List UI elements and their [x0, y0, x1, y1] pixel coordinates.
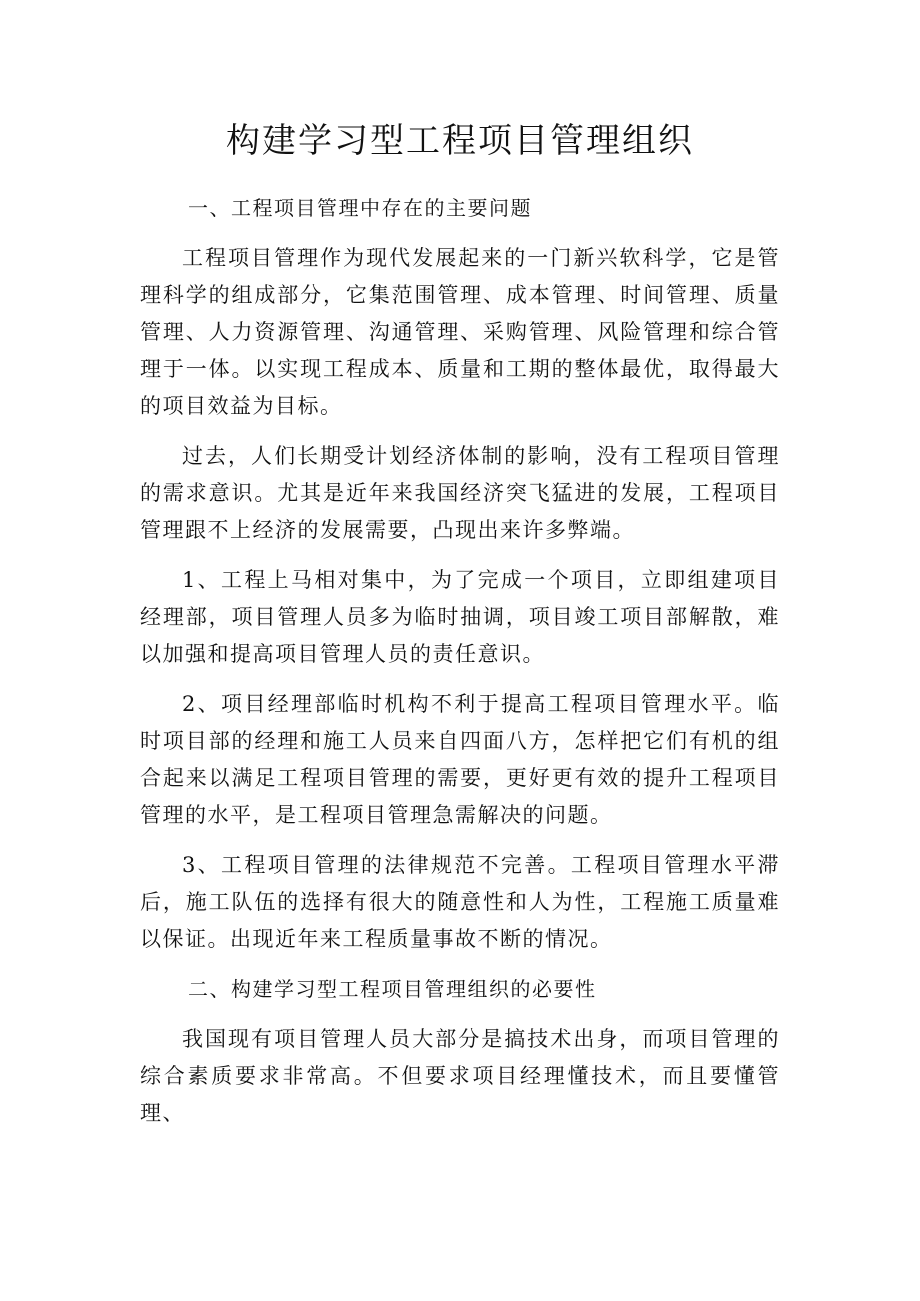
paragraph: 2、项目经理部临时机构不利于提高工程项目管理水平。临时项目部的经理和施工人员来自四面八方，怎样把它们有机的组合起来以满足工程项目管理的需要，更好更有效的提升工程项目管理的水平，是工程项目管理急需解决的问题。 [140, 692, 780, 827]
paragraph: 1、工程上马相对集中，为了完成一个项目，立即组建项目经理部，项目管理人员多为临时抽调，项目竣工项目部解散，难以加强和提高项目管理人员的责任意识。 [140, 568, 780, 666]
document-body [140, 190, 780, 1145]
section-heading: 一、工程项目管理中存在的主要问题 [188, 196, 532, 220]
document-title: 构建学习型工程项目管理组织 [226, 121, 694, 161]
section-heading: 二、构建学习型工程项目管理组织的必要性 [188, 977, 597, 1001]
paragraph: 过去，人们长期受计划经济体制的影响，没有工程项目管理的需求意识。尤其是近年来我国经济突飞猛进的发展，工程项目管理跟不上经济的发展需要，凸现出来许多弊端。 [140, 444, 780, 542]
paragraph: 我国现有项目管理人员大部分是搞技术出身，而项目管理的综合素质要求非常高。不但要求项目经理懂技术，而且要懂管理、 [140, 1027, 780, 1125]
paragraph: 3、工程项目管理的法律规范不完善。工程项目管理水平滞后，施工队伍的选择有很大的随意性和人为性，工程施工质量难以保证。出现近年来工程质量事故不断的情况。 [140, 853, 780, 951]
paragraph: 工程项目管理作为现代发展起来的一门新兴软科学，它是管理科学的组成部分，它集范围管理、成本管理、时间管理、质量管理、人力资源管理、沟通管理、采购管理、风险管理和综合管理于一体。以实现工程成本、质量和工期的整体最优，取得最大的项目效益为目标。 [140, 246, 780, 418]
